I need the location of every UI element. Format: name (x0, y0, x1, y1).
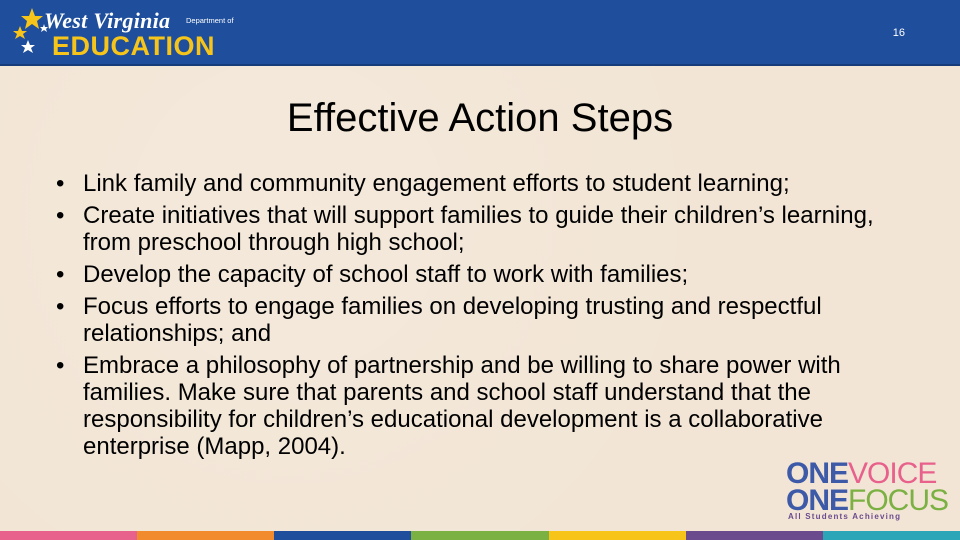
one-voice-one-focus-logo (786, 457, 950, 522)
color-stripe-segment (274, 531, 411, 540)
color-stripe-segment (686, 531, 823, 540)
bullet-text: Link family and community engagement efforts to student learning; (83, 170, 790, 197)
color-stripe-segment (137, 531, 274, 540)
logo-west-virginia-text: West Virginia (44, 8, 171, 33)
bullet-text: Embrace a philosophy of partnership and be willing to share power with families. Make sure that parents and school staff understand that the responsibility for children’s educational development is a collaborative enterprise (Mapp, 2004). (83, 352, 841, 460)
bullet-text: Develop the capacity of school staff to work with families; (83, 261, 689, 288)
bullet-item (56, 170, 916, 197)
slide-title: Effective Action Steps (286, 96, 674, 140)
bullet-item (56, 352, 916, 460)
color-stripe-segment (0, 531, 137, 540)
tagline: All Students Achieving (788, 512, 902, 521)
bullet-text: Focus efforts to engage families on developing trusting and respectful relationships; and (83, 293, 822, 347)
bullet-item (56, 202, 916, 256)
header-banner (0, 0, 960, 66)
bullet-dot: • (56, 170, 65, 197)
bullet-dot: • (56, 202, 65, 229)
bullet-dot: • (56, 352, 65, 379)
color-stripe-footer (0, 531, 960, 540)
logo-department-text: Department of (186, 16, 234, 25)
focus-text: FOCUS (848, 484, 949, 517)
bullet-list (56, 170, 916, 465)
bullet-dot: • (56, 293, 65, 320)
logo-education-text: EDUCATION (52, 31, 215, 61)
color-stripe-segment (549, 531, 686, 540)
one-text: ONE (786, 484, 849, 517)
bullet-item (56, 293, 916, 347)
voice-text: VOICE (848, 457, 937, 490)
one-text: ONE (786, 457, 849, 490)
color-stripe-segment (823, 531, 960, 540)
color-stripe-segment (411, 531, 548, 540)
wv-education-logo (10, 4, 250, 60)
bullet-text: Create initiatives that will support families to guide their children’s learning, from preschool through high school; (83, 202, 874, 256)
bullet-item (56, 261, 916, 288)
page-number: 16 (892, 27, 905, 39)
bullet-dot: • (56, 261, 65, 288)
